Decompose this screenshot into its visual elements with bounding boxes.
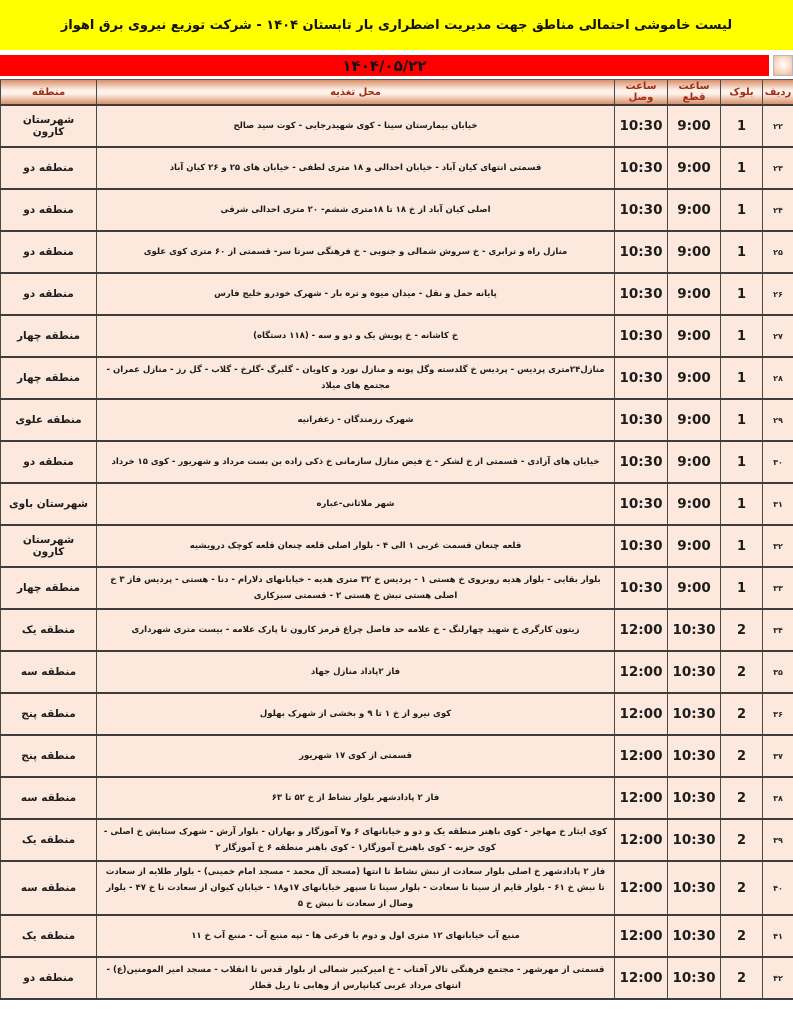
feed-location-cell: خ کاشانه - خ پویش یک و دو و سه - (۱۱۸ دستگاه) (96, 316, 614, 356)
row-number-cell: ۴۱ (762, 916, 793, 956)
column-header-connect: ساعت وصل (614, 80, 667, 104)
cut-time-cell: 10:30 (667, 694, 720, 734)
block-cell: 2 (720, 610, 762, 650)
table-row (0, 958, 793, 1000)
table-row (0, 736, 793, 778)
cut-time-cell: 9:00 (667, 568, 720, 608)
region-cell: منطقه سه (0, 652, 96, 692)
region-cell: منطقه یک (0, 820, 96, 860)
feed-location-cell: فاز ۲ پادادشهر بلوار نشاط از خ ۵۲ تا ۶۳ (96, 778, 614, 818)
cut-time-cell: 9:00 (667, 148, 720, 188)
block-cell: 2 (720, 958, 762, 998)
region-cell: منطقه یک (0, 610, 96, 650)
block-cell: 1 (720, 400, 762, 440)
row-number-cell: ۲۲ (762, 106, 793, 146)
region-cell: شهرستان کارون (0, 106, 96, 146)
region-cell: منطقه پنج (0, 736, 96, 776)
block-cell: 1 (720, 232, 762, 272)
region-cell: منطقه دو (0, 190, 96, 230)
block-cell: 1 (720, 484, 762, 524)
connect-time-cell: 10:30 (614, 358, 667, 398)
block-cell: 2 (720, 694, 762, 734)
region-cell: منطقه سه (0, 778, 96, 818)
table-row (0, 190, 793, 232)
block-cell: 1 (720, 148, 762, 188)
column-header-feed: محل تغذیه (96, 80, 614, 104)
region-cell: منطقه دو (0, 442, 96, 482)
connect-time-cell: 12:00 (614, 610, 667, 650)
row-number-cell: ۴۰ (762, 862, 793, 914)
connect-time-cell: 12:00 (614, 820, 667, 860)
region-cell: منطقه علوی (0, 400, 96, 440)
row-number-cell: ۲۳ (762, 148, 793, 188)
table-row (0, 442, 793, 484)
cut-time-cell: 9:00 (667, 316, 720, 356)
row-number-cell: ۲۶ (762, 274, 793, 314)
connect-time-cell: 10:30 (614, 526, 667, 566)
row-number-cell: ۴۲ (762, 958, 793, 998)
connect-time-cell: 10:30 (614, 400, 667, 440)
table-row (0, 610, 793, 652)
cut-time-cell: 10:30 (667, 778, 720, 818)
table-row (0, 484, 793, 526)
feed-location-cell: خیابان بیمارستان سینا - کوی شهیدرجایی - کوت سید صالح (96, 106, 614, 146)
feed-location-cell: قسمتی از مهرشهر - مجتمع فرهنگی تالار آفتاب - خ امیرکبیر شمالی از بلوار قدس تا انقلاب - مسجد امیر المومنین(ع) - انتهای مرداد غربی کیانپارس از وهابی تا ریل قطار (96, 958, 614, 998)
row-number-cell: ۲۵ (762, 232, 793, 272)
block-cell: 1 (720, 358, 762, 398)
cut-time-cell: 10:30 (667, 652, 720, 692)
table-row (0, 148, 793, 190)
feed-location-cell: منازل۲۴متری پردیس - پردیس خ گلدسته وگل پونه و منازل نورد و کاویان - گلبرگ -گلرخ - گلاب - گل رز - منازل عمران - مجتمع های میلاد (96, 358, 614, 398)
cut-time-cell: 10:30 (667, 736, 720, 776)
date-value: ۱۴۰۴/۰۵/۲۲ (342, 56, 427, 75)
cut-time-cell: 9:00 (667, 274, 720, 314)
table-header-row (0, 80, 793, 106)
row-number-cell: ۳۰ (762, 442, 793, 482)
region-cell: شهرستان باوی (0, 484, 96, 524)
block-cell: 1 (720, 442, 762, 482)
column-header-cut: ساعت قطع (667, 80, 720, 104)
connect-time-cell: 12:00 (614, 916, 667, 956)
connect-time-cell: 10:30 (614, 148, 667, 188)
row-number-cell: ۲۷ (762, 316, 793, 356)
cut-time-cell: 10:30 (667, 862, 720, 914)
feed-location-cell: منازل راه و ترابری - خ سروش شمالی و جنوبی - خ فرهنگی سرتا سر- قسمتی از ۶۰ متری کوی علوی (96, 232, 614, 272)
cut-time-cell: 9:00 (667, 484, 720, 524)
cut-time-cell: 9:00 (667, 232, 720, 272)
cut-time-cell: 9:00 (667, 190, 720, 230)
connect-time-cell: 12:00 (614, 862, 667, 914)
region-cell: منطقه چهار (0, 568, 96, 608)
region-cell: منطقه دو (0, 958, 96, 998)
connect-time-cell: 12:00 (614, 652, 667, 692)
region-cell: منطقه دو (0, 148, 96, 188)
region-cell: منطقه چهار (0, 358, 96, 398)
table-row (0, 694, 793, 736)
column-header-num: ردیف (762, 80, 793, 104)
column-header-block: بلوک (720, 80, 762, 104)
corner-cell (773, 55, 793, 76)
connect-time-cell: 10:30 (614, 568, 667, 608)
connect-time-cell: 10:30 (614, 442, 667, 482)
table-row (0, 778, 793, 820)
table-row (0, 316, 793, 358)
table-row (0, 106, 793, 148)
cut-time-cell: 10:30 (667, 958, 720, 998)
feed-location-cell: قلعه چنعان قسمت غربی ۱ الی ۴ - بلوار اصلی قلعه چنعان قلعه کوچک درویشیه (96, 526, 614, 566)
table-row (0, 568, 793, 610)
region-cell: شهرستان کارون (0, 526, 96, 566)
feed-location-cell: کوی ایثار خ مهاجر - کوی باهنر منطقه یک و دو و خیابانهای ۶ و۷ آموزگار و بهاران - بلوار آرش - شهرک ستایش خ اصلی - کوی حزبه - کوی باهنرخ آموزگار۱ - کوی باهنر منطقه ۶ خ آموزگار ۲ (96, 820, 614, 860)
row-number-cell: ۳۸ (762, 778, 793, 818)
connect-time-cell: 10:30 (614, 484, 667, 524)
cut-time-cell: 10:30 (667, 610, 720, 650)
table-row (0, 916, 793, 958)
column-header-region: منطقه (0, 80, 96, 104)
block-cell: 2 (720, 916, 762, 956)
connect-time-cell: 10:30 (614, 274, 667, 314)
region-cell: منطقه دو (0, 232, 96, 272)
block-cell: 1 (720, 106, 762, 146)
table-row (0, 400, 793, 442)
outage-table (0, 79, 793, 1024)
connect-time-cell: 10:30 (614, 190, 667, 230)
row-number-cell: ۲۸ (762, 358, 793, 398)
region-cell: منطقه پنج (0, 694, 96, 734)
feed-location-cell: زیتون کارگری خ شهید چهارلنگ - خ علامه حد فاصل چراغ قرمز کارون تا پارک علامه - بیست متری شهرداری (96, 610, 614, 650)
feed-location-cell: شهرک رزمندگان - زعفرانیه (96, 400, 614, 440)
row-number-cell: ۳۷ (762, 736, 793, 776)
date-bar (0, 55, 769, 76)
table-body (0, 106, 793, 1000)
cut-time-cell: 10:30 (667, 820, 720, 860)
row-number-cell: ۳۳ (762, 568, 793, 608)
region-cell: منطقه یک (0, 916, 96, 956)
region-cell: منطقه چهار (0, 316, 96, 356)
row-number-cell: ۳۶ (762, 694, 793, 734)
connect-time-cell: 12:00 (614, 778, 667, 818)
row-number-cell: ۳۵ (762, 652, 793, 692)
feed-location-cell: اصلی کیان آباد از خ ۱۸ تا ۱۸متری ششم- ۲۰ متری احدالی شرقی (96, 190, 614, 230)
feed-location-cell: منبع آب خیابانهای ۱۲ متری اول و دوم با فرعی ها - تپه منبع آب - منبع آب خ ۱۱ (96, 916, 614, 956)
connect-time-cell: 10:30 (614, 106, 667, 146)
row-number-cell: ۳۹ (762, 820, 793, 860)
block-cell: 1 (720, 316, 762, 356)
table-row (0, 274, 793, 316)
title-bar (0, 0, 793, 50)
feed-location-cell: فاز ۲پاداد منازل جهاد (96, 652, 614, 692)
block-cell: 1 (720, 274, 762, 314)
connect-time-cell: 12:00 (614, 736, 667, 776)
row-number-cell: ۳۲ (762, 526, 793, 566)
connect-time-cell: 12:00 (614, 958, 667, 998)
cut-time-cell: 10:30 (667, 916, 720, 956)
region-cell: منطقه سه (0, 862, 96, 914)
row-number-cell: ۲۹ (762, 400, 793, 440)
cut-time-cell: 9:00 (667, 106, 720, 146)
table-row (0, 358, 793, 400)
feed-location-cell: شهر ملاثانی-عباره (96, 484, 614, 524)
block-cell: 2 (720, 736, 762, 776)
block-cell: 2 (720, 862, 762, 914)
feed-location-cell: خیابان های آزادی - قسمتی از خ لشکر - خ فیض منازل سازمانی خ ذکی زاده بن بست مرداد و شهریور - کوی ۱۵ خرداد (96, 442, 614, 482)
block-cell: 1 (720, 568, 762, 608)
connect-time-cell: 10:30 (614, 316, 667, 356)
row-number-cell: ۲۴ (762, 190, 793, 230)
block-cell: 1 (720, 526, 762, 566)
feed-location-cell: قسمتی انتهای کیان آباد - خیابان احدالی و ۱۸ متری لطفی - خیابان های ۲۵ و ۲۶ کیان آباد (96, 148, 614, 188)
row-number-cell: ۳۱ (762, 484, 793, 524)
block-cell: 2 (720, 652, 762, 692)
block-cell: 1 (720, 190, 762, 230)
table-row (0, 862, 793, 916)
row-number-cell: ۳۴ (762, 610, 793, 650)
region-cell: منطقه دو (0, 274, 96, 314)
feed-location-cell: کوی نیرو از خ ۱ تا ۹ و بخشی از شهرک بهلول (96, 694, 614, 734)
connect-time-cell: 10:30 (614, 232, 667, 272)
feed-location-cell: پایانه حمل و نقل - میدان میوه و تره بار - شهرک خودرو خلیج فارس (96, 274, 614, 314)
cut-time-cell: 9:00 (667, 442, 720, 482)
cut-time-cell: 9:00 (667, 526, 720, 566)
table-row (0, 232, 793, 274)
block-cell: 2 (720, 820, 762, 860)
page-title: لیست خاموشی احتمالی مناطق جهت مدیریت اضطراری بار تابستان ۱۴۰۴ - شرکت توزیع نیروی برق اهواز (60, 17, 733, 33)
table-row (0, 820, 793, 862)
connect-time-cell: 12:00 (614, 694, 667, 734)
date-row (0, 55, 793, 76)
block-cell: 2 (720, 778, 762, 818)
table-row (0, 526, 793, 568)
feed-location-cell: بلوار بقایی - بلوار هدیه روبروی خ هستی ۱ - پردیس خ ۳۲ متری هدیه - خیابانهای دلارام - دنا - هستی - پردیس فاز ۳ خ اصلی هستی نبش خ هستی ۲ - قسمتی سبزکاری (96, 568, 614, 608)
cut-time-cell: 9:00 (667, 358, 720, 398)
feed-location-cell: فاز ۲ پادادشهر خ اصلی بلوار سعادت از نبش نشاط تا انتها (مسجد آل محمد - مسجد امام خمینی) - بلوار طلایه از سعادت تا نبش خ ۶۱ - بلوار قایم از سینا تا سعادت - بلوار سینا تا سپهر خیابانهای ۱۷و۱۸ - خیابان کیوان از سعادت تا خ ۴۷ - بلوار وصال از سعادت تا نبش خ ۵ (96, 862, 614, 914)
feed-location-cell: قسمتی از کوی ۱۷ شهریور (96, 736, 614, 776)
table-row (0, 652, 793, 694)
cut-time-cell: 9:00 (667, 400, 720, 440)
